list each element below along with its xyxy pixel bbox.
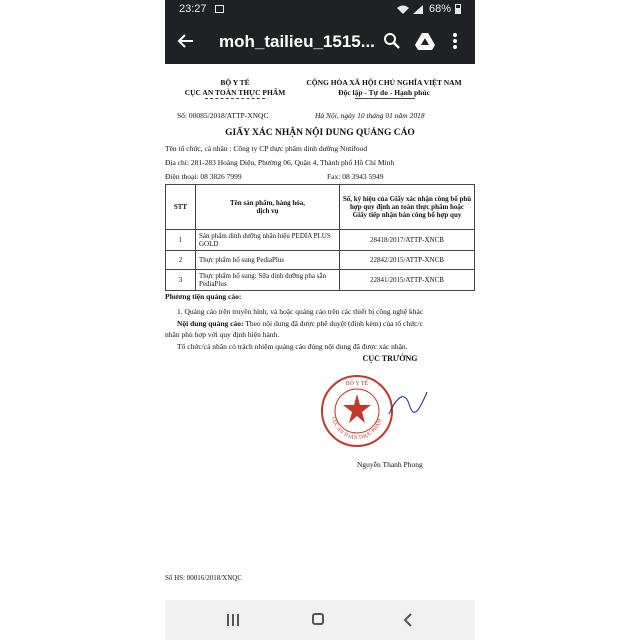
document-date: Hà Nội, ngày 10 tháng 01 năm 2018 — [315, 111, 425, 120]
table-header-stt: STT — [165, 184, 196, 230]
table-cell-ref: 28418/2017/ATTP-XNCB — [339, 229, 475, 251]
table-cell-name: Thực phẩm bổ sung: Sữa dinh dưỡng pha sẵn PediaPlus — [195, 269, 340, 291]
drive-icon[interactable] — [415, 32, 435, 50]
header-left-rule — [205, 98, 265, 99]
document-number: Số: 00085/2018/ATTP-XNQC — [177, 111, 269, 120]
signer-name: Nguyễn Thanh Phong — [357, 460, 423, 469]
content-line — [177, 319, 423, 328]
table-cell-stt: 3 — [165, 269, 196, 291]
seal-ring-text: CỤC AN TOÀN THỰC PHẨM — [330, 416, 384, 442]
table-header-name: Tên sản phẩm, hàng hóa, dịch vụ — [195, 184, 340, 230]
header-ministry: BỘ Y TẾ — [220, 78, 250, 87]
search-icon[interactable] — [383, 32, 401, 50]
table-cell-stt: 1 — [165, 229, 196, 251]
hs-number: Số HS: 00016/2018/XNQC — [165, 574, 243, 582]
header-country: CỘNG HÒA XÃ HỘI CHỦ NGHĨA VIỆT NAM — [306, 78, 462, 87]
more-vert-icon[interactable] — [452, 32, 458, 50]
official-seal — [320, 374, 394, 448]
nav-back-icon[interactable] — [401, 612, 415, 628]
content-text: Theo nội dung đã được phê duyệt (đính kèm) của tổ chức/c — [245, 319, 423, 328]
table-cell-name: Sản phẩm dinh dưỡng nhãn hiệu PEDIA PLUS GOLD — [195, 229, 340, 251]
table-cell-ref: 22841/2015/ATTP-XNCB — [339, 269, 475, 291]
document-page — [165, 64, 475, 600]
system-nav-bar — [165, 600, 475, 640]
signature — [387, 386, 429, 420]
status-indicators — [397, 3, 461, 15]
battery-icon — [455, 4, 461, 14]
status-time: 23:27 — [179, 3, 207, 15]
signal-icon — [413, 5, 425, 14]
app-bar — [165, 20, 475, 64]
document-title-heading: GIẤY XÁC NHẬN NỘI DUNG QUẢNG CÁO — [225, 128, 415, 138]
org-address: Địa chỉ: 281-283 Hoàng Diệu, Phường 06, Quận 4, Thành phố Hồ Chí Minh — [165, 158, 395, 167]
header-department: CỤC AN TOÀN THỰC PHẨM — [184, 88, 286, 97]
table-cell-ref: 22842/2015/ATTP-XNCB — [339, 250, 475, 270]
content-text-continued: nhân phù hợp với quy định hiện hành. — [165, 330, 280, 339]
document-title: moh_tailieu_1515... — [219, 32, 375, 51]
wifi-icon — [397, 5, 409, 14]
table-cell-name: Thực phẩm bổ sung PediaPlus — [195, 250, 340, 270]
org-fax: Fax: 08 3943 5949 — [327, 172, 384, 181]
status-bar — [165, 0, 475, 20]
home-icon[interactable] — [312, 613, 324, 625]
org-name: Tên tổ chức, cá nhân : Công ty CP thực phẩm dinh dưỡng Nutifood — [165, 144, 368, 153]
recents-icon[interactable] — [227, 614, 239, 626]
org-phone: Điện thoại: 08 3826 7999 — [165, 172, 242, 181]
content-label: Nội dung quảng cáo: — [177, 319, 244, 328]
table-cell-stt: 2 — [165, 250, 196, 270]
media-heading: Phương tiện quảng cáo: — [165, 292, 242, 301]
header-motto: Độc lập - Tự do - Hạnh phúc — [338, 88, 430, 97]
seal-top-text: BỘ Y TẾ — [345, 381, 369, 387]
image-icon — [215, 5, 224, 13]
responsibility-text: Tổ chức/cá nhân có trách nhiệm quảng cáo đúng nội dung đã được xác nhận. — [177, 342, 408, 351]
header-right-rule — [355, 98, 415, 99]
signer-title: CỤC TRƯỞNG — [362, 354, 418, 363]
battery-percent: 68% — [428, 3, 451, 15]
table-header-ref: Số, ký hiệu của Giấy xác nhận công bố phù hợp quy định an toàn thực phẩm hoặc Giấy tiếp nhận bản công bố hợp quy — [339, 184, 475, 230]
phone-screen — [165, 0, 475, 640]
back-arrow-icon[interactable] — [175, 30, 197, 52]
media-text: 1. Quảng cáo trên truyền hình, và hoặc quảng cáo trên các thiết bị công nghệ khác — [177, 307, 424, 316]
